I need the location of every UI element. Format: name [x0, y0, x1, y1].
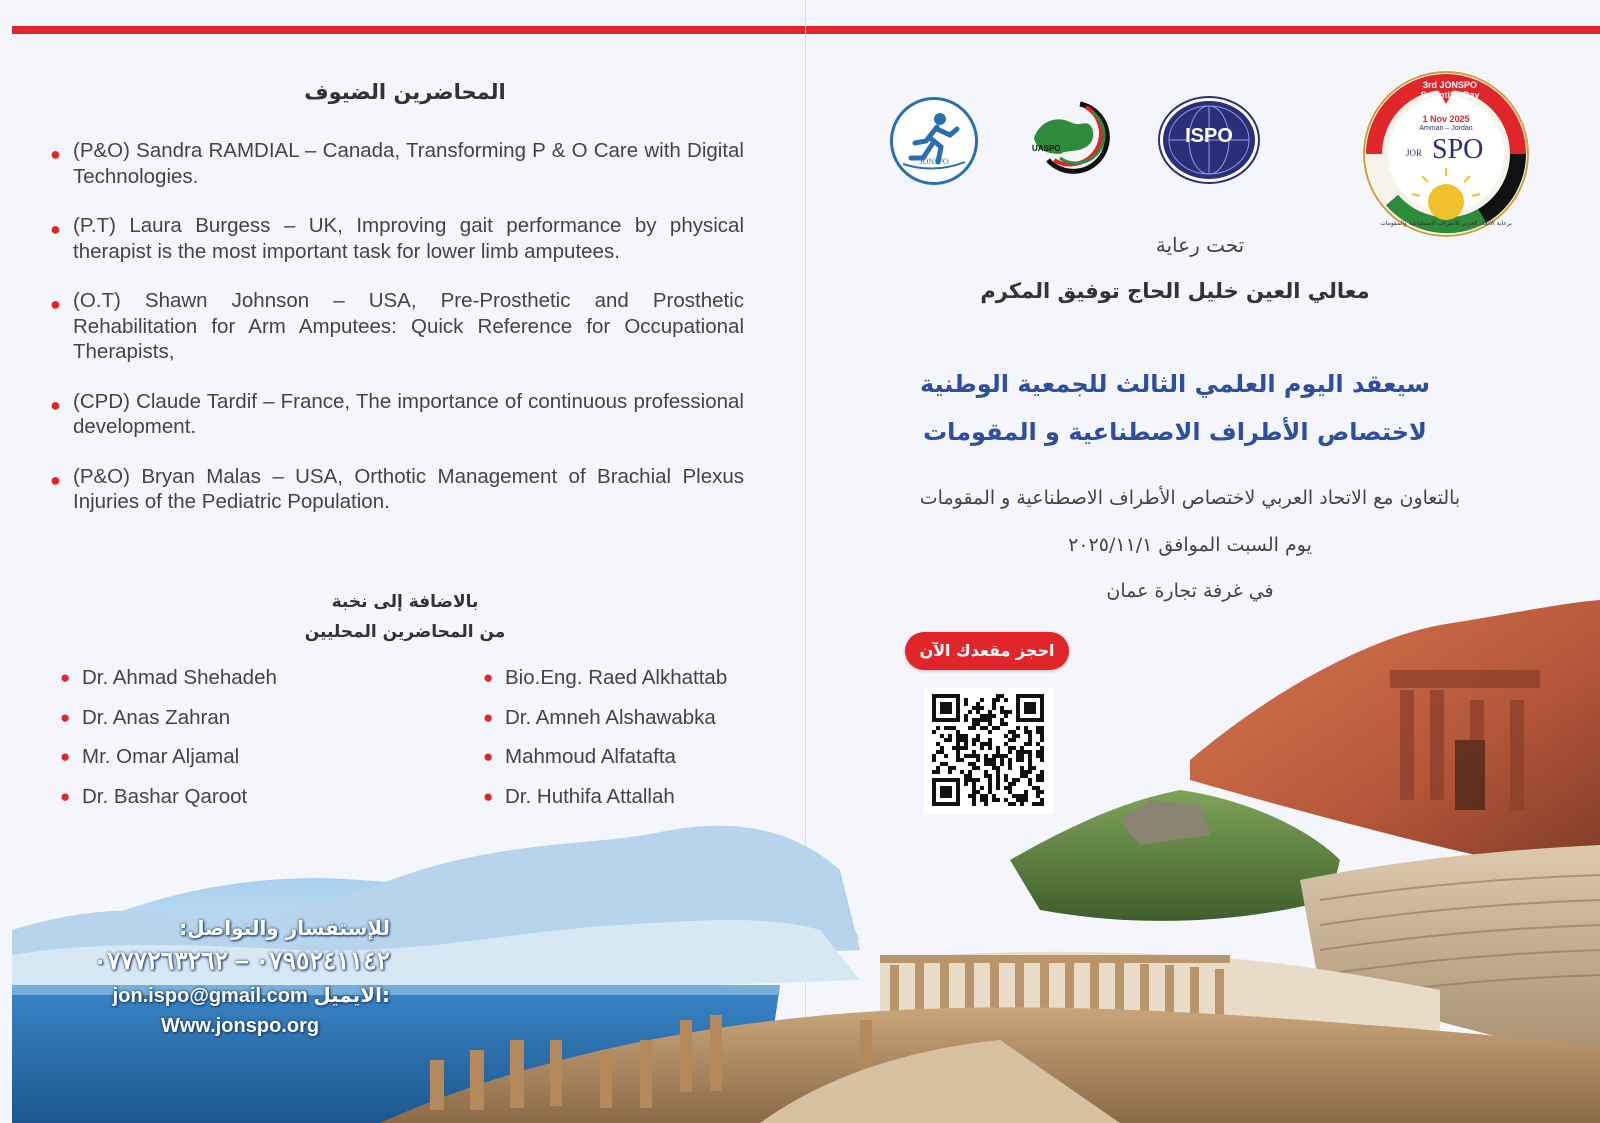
registration-qr-code[interactable] [924, 688, 1054, 814]
local-speakers-list-left [60, 666, 277, 824]
ispo-label: ISPO [1185, 125, 1233, 147]
contact-email-label: الايميل: [313, 983, 390, 1007]
local-speakers-heading: بالاضافة إلى نخبة [331, 592, 479, 612]
badge-top-text: 3rd JONSPO Scientific Day [1420, 80, 1480, 100]
runner-icon [893, 100, 975, 182]
event-title-line2: لاختصاص الأطراف الاصطناعية و المقومات [923, 418, 1427, 446]
guest-speakers-title: المحاضرين الضيوف [304, 80, 506, 104]
local-speaker-item: ● Mahmoud Alfatafta [483, 745, 676, 768]
guest-speaker-item: ● (P.T) Laura Burgess – UK, Improving gait performance by physical therapist is the most important task for lower limb amputees. [50, 214, 744, 263]
bullet-icon: ● [50, 144, 61, 164]
bullet-icon: ● [50, 294, 61, 314]
bullet-icon: ● [50, 394, 61, 415]
badge-date: 1 Nov 2025 [1422, 114, 1470, 124]
local-speaker-item: ● Mr. Omar Aljamal [60, 745, 240, 768]
contact-phones: ٠٧٩٥٢٤١١٤٢ – ٠٧٧٧٢٦٣٢٦٢ [93, 947, 390, 975]
patron-name: معالي العين خليل الحاج توفيق المكرم [980, 279, 1370, 303]
local-speaker-item: ● Bio.Eng. Raed Alkhattab [483, 666, 728, 689]
local-speaker-item: ● Dr. Amneh Alshawabka [483, 705, 716, 729]
event-venue-line: في غرفة تجارة عمان [1106, 580, 1274, 602]
bullet-icon: ● [50, 469, 61, 490]
bullet-icon: ● [60, 668, 71, 687]
bullet-icon: ● [60, 707, 71, 727]
arab-map-icon [1030, 98, 1116, 174]
bullet-icon: ● [483, 707, 494, 727]
bullet-icon: ● [483, 747, 494, 766]
patron-label: تحت رعاية [1155, 233, 1245, 257]
qr-code-icon [924, 688, 1054, 814]
local-speaker-item: ● Dr. Ahmad Shehadeh [60, 666, 277, 689]
uaspo-label: UASPO [1032, 144, 1061, 153]
jonspo-logo [890, 97, 978, 185]
badge-jor: JOR [1406, 148, 1423, 158]
uaspo-logo [1030, 98, 1116, 174]
contact-website[interactable]: Www.jonspo.org [160, 1015, 320, 1037]
bullet-icon: ● [483, 786, 494, 806]
guest-speaker-item: ● (CPD) Claude Tardif – France, The importance of continuous professional development. [50, 389, 744, 438]
contact-email[interactable]: jon.ispo@gmail.com [112, 985, 308, 1007]
local-speakers-subheading: من المحاضرين المحليين [304, 622, 506, 642]
event-title-line1: سيعقد اليوم العلمي الثالث للجمعية الوطنية [919, 370, 1431, 398]
guest-speaker-item: ● (O.T) Shawn Johnson – USA, Pre-Prosthetic and Prosthetic Rehabilitation for Arm Amputees: Quick Reference for Occupational Therapists, [50, 289, 744, 363]
local-speaker-item: ● Dr. Huthifa Attallah [483, 784, 675, 808]
bullet-icon: ● [60, 786, 71, 806]
badge-arabic-ring: برعاية الاتحاد العربي للأطراف الاصطناعية والمقومات [1380, 220, 1512, 227]
local-speakers-list-right [483, 666, 727, 824]
guest-speaker-item: ● (P&O) Sandra RAMDIAL – Canada, Transforming P & O Care with Digital Technologies. [50, 139, 744, 188]
jonspo-label: JONSPO [919, 157, 949, 166]
guest-speaker-item: ● (P&O) Bryan Malas – USA, Orthotic Management of Brachial Plexus Injuries of the Pediatric Population. [50, 464, 744, 513]
badge-mark: SPO [1432, 134, 1484, 165]
collaboration-line: بالتعاون مع الاتحاد العربي لاختصاص الأطراف الاصطناعية و المقومات [919, 487, 1461, 509]
bullet-icon: ● [60, 747, 71, 766]
badge-place: Amman – Jordan [1419, 125, 1473, 132]
local-speaker-item: ● Dr. Anas Zahran [60, 705, 231, 729]
local-speaker-item: ● Dr. Bashar Qaroot [60, 784, 248, 808]
ispo-logo [1160, 98, 1258, 182]
contact-heading: للإستفسار والتواصل: [179, 916, 390, 940]
scientific-day-badge [1362, 70, 1530, 238]
book-seat-button[interactable]: احجز مقعدك الآن [905, 632, 1069, 670]
event-date-line: يوم السبت الموافق ٢٠٢٥/١١/١ [1068, 534, 1312, 556]
bullet-icon: ● [483, 668, 494, 687]
contact-email-row [90, 983, 390, 1008]
bullet-icon: ● [50, 219, 61, 239]
